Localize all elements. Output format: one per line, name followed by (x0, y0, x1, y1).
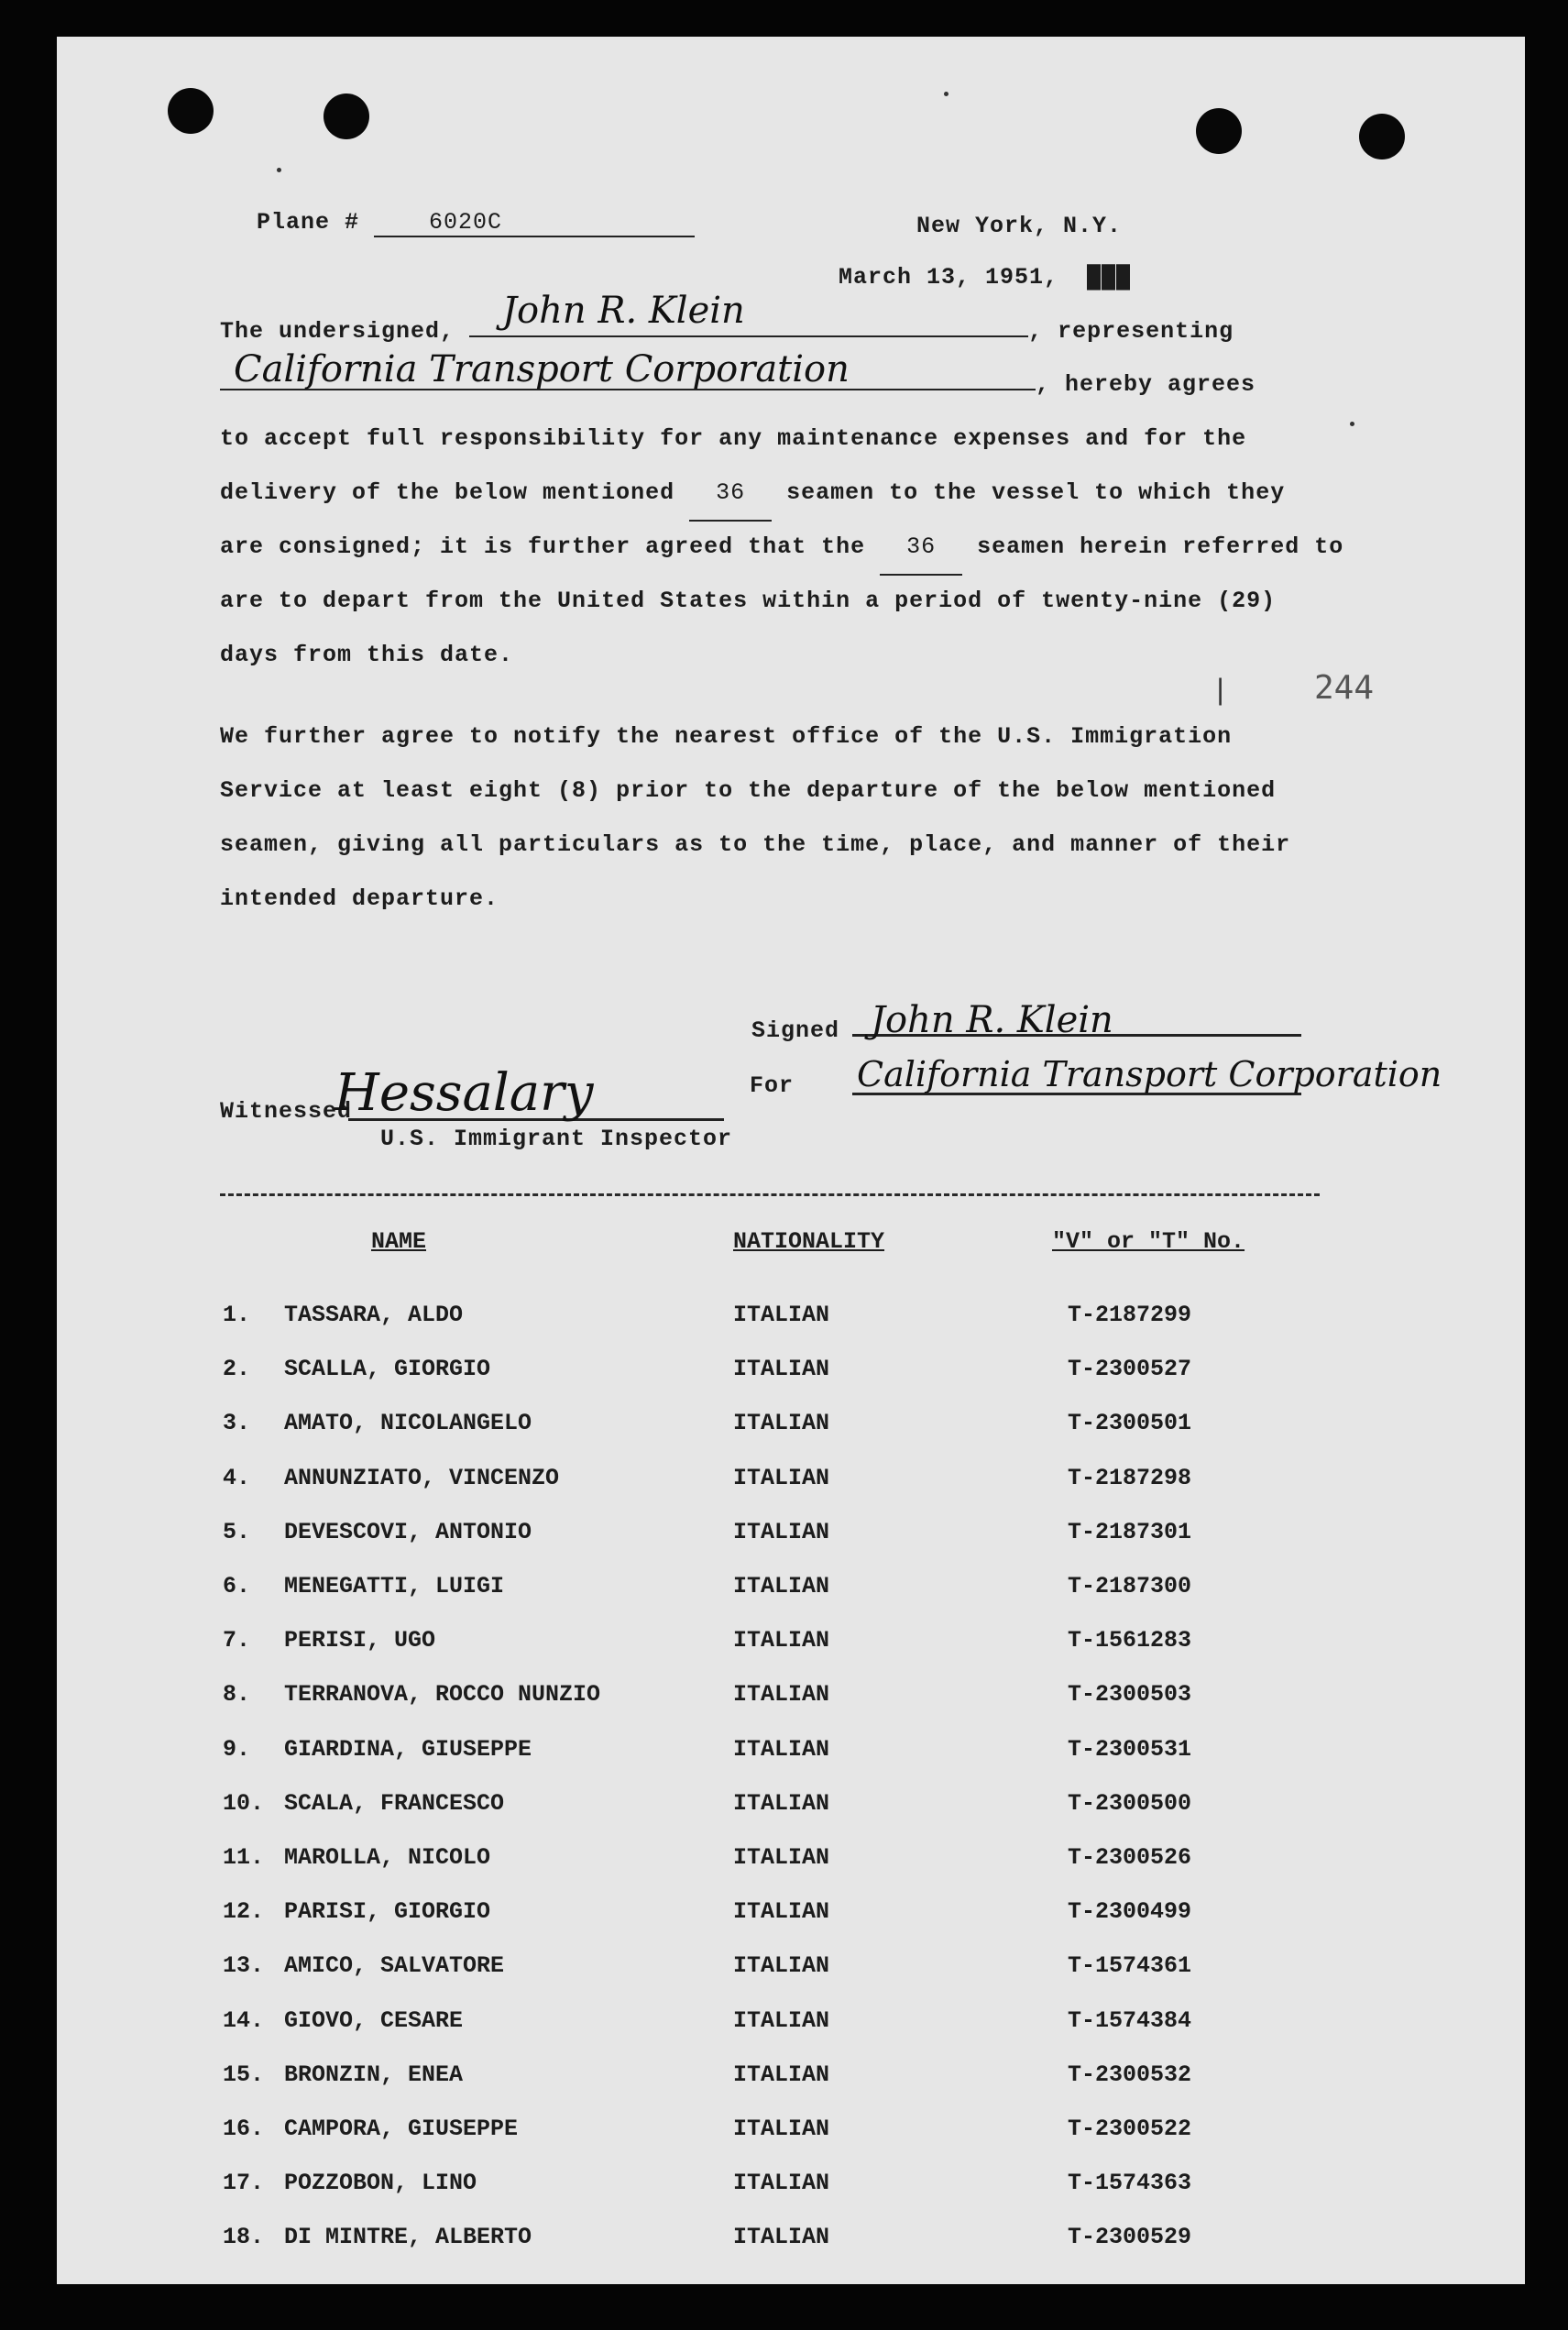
row-number: 16. (223, 2116, 265, 2142)
seaman-name: POZZOBON, LINO (284, 2170, 477, 2197)
seaman-name: SCALLA, GIORGIO (284, 1356, 491, 1383)
seaman-name: AMATO, NICOLANGELO (284, 1410, 532, 1437)
table-row (0, 1465, 1568, 1519)
table-row (0, 1790, 1568, 1844)
separator-dashes (220, 1193, 1320, 1196)
seaman-name: DEVESCOVI, ANTONIO (284, 1518, 532, 1545)
table-row (0, 1573, 1568, 1627)
document-date: March 13, 1951, (839, 264, 1059, 291)
row-number: 8. (223, 1681, 251, 1709)
seaman-id: T-2300527 (1068, 1356, 1192, 1383)
seaman-id: T-2300531 (1068, 1735, 1192, 1763)
seaman-nationality: ITALIAN (733, 1952, 830, 1980)
seaman-name: DI MINTRE, ALBERTO (284, 2224, 532, 2251)
seaman-name: TASSARA, ALDO (284, 1302, 464, 1328)
row-number: 12. (223, 1898, 265, 1926)
seaman-id: T-1561283 (1068, 1627, 1192, 1654)
agreement-line-1: The undersigned, , representing (220, 318, 1234, 345)
seaman-id: T-2300503 (1068, 1681, 1192, 1709)
seaman-id: T-1574384 (1068, 2006, 1192, 2034)
location: New York, N.Y. (916, 213, 1123, 239)
seaman-nationality: ITALIAN (733, 1898, 830, 1926)
seaman-nationality: ITALIAN (733, 1410, 830, 1437)
plane-number: 6020C (374, 209, 695, 237)
row-number: 3. (223, 1410, 251, 1437)
seaman-nationality: ITALIAN (733, 1518, 830, 1545)
seaman-name: GIARDINA, GIUSEPPE (284, 1735, 532, 1763)
punch-hole (1196, 108, 1242, 154)
witness-title: U.S. Immigrant Inspector (380, 1126, 733, 1152)
seaman-name: SCALA, FRANCESCO (284, 1789, 505, 1817)
table-row (0, 1356, 1568, 1410)
table-row (0, 1736, 1568, 1790)
table-row (0, 2116, 1568, 2170)
column-header-name: NAME (371, 1228, 427, 1255)
witness-label: Witnessed (220, 1098, 353, 1125)
seaman-nationality: ITALIAN (733, 1681, 830, 1709)
table-row (0, 1302, 1568, 1356)
speck (1350, 422, 1354, 426)
row-number: 17. (223, 2170, 265, 2197)
punch-hole (1359, 114, 1405, 159)
seaman-id: T-2300532 (1068, 2061, 1192, 2088)
notification-line-1: We further agree to notify the nearest office of the U.S. Immigration (220, 723, 1233, 750)
agreement-line-3: to accept full responsibility for any maintenance expenses and for the (220, 425, 1247, 452)
notification-line-2: Service at least eight (8) prior to the departure of the below mentioned (220, 777, 1277, 804)
row-number: 14. (223, 2006, 265, 2034)
table-row (0, 1681, 1568, 1735)
punch-hole (168, 88, 214, 134)
signer-name-handwritten: John R. Klein (502, 290, 745, 332)
seaman-id: T-1574363 (1068, 2170, 1192, 2197)
row-number: 1. (223, 1302, 251, 1328)
seaman-id: T-2187298 (1068, 1464, 1192, 1491)
row-number: 13. (223, 1952, 265, 1980)
notification-line-3: seamen, giving all particulars as to the time, place, and manner of their (220, 831, 1291, 858)
seaman-name: AMICO, SALVATORE (284, 1952, 505, 1980)
agreement-line-5: are consigned; it is further agreed that the 36 seamen herein referred to (220, 520, 1343, 576)
table-row (0, 1898, 1568, 1952)
seaman-id: T-2187301 (1068, 1518, 1192, 1545)
seaman-nationality: ITALIAN (733, 1789, 830, 1817)
seaman-nationality: ITALIAN (733, 2170, 830, 2197)
seaman-name: PERISI, UGO (284, 1627, 436, 1654)
row-number: 18. (223, 2224, 265, 2251)
seaman-id: T-2300526 (1068, 1844, 1192, 1871)
seaman-id: T-1574361 (1068, 1952, 1192, 1980)
seaman-name: ANNUNZIATO, VINCENZO (284, 1464, 560, 1491)
seamen-count-2: 36 (880, 520, 962, 576)
row-number: 9. (223, 1735, 251, 1763)
seaman-id: T-2300501 (1068, 1410, 1192, 1437)
seaman-nationality: ITALIAN (733, 2224, 830, 2251)
date-strike: ███ (1087, 264, 1132, 291)
seaman-name: MAROLLA, NICOLO (284, 1844, 491, 1871)
column-header-number: "V" or "T" No. (1052, 1228, 1245, 1255)
seaman-nationality: ITALIAN (733, 1573, 830, 1599)
speck (277, 168, 281, 172)
row-number: 2. (223, 1356, 251, 1383)
seaman-nationality: ITALIAN (733, 1302, 830, 1328)
agreement-line-6: are to depart from the United States within a period of twenty-nine (29) (220, 588, 1277, 614)
margin-number: 244 (1314, 669, 1375, 707)
table-row (0, 1410, 1568, 1464)
seaman-nationality: ITALIAN (733, 2116, 830, 2142)
seaman-id: T-2300522 (1068, 2116, 1192, 2142)
seaman-id: T-2300529 (1068, 2224, 1192, 2251)
seaman-nationality: ITALIAN (733, 2061, 830, 2088)
seaman-nationality: ITALIAN (733, 1735, 830, 1763)
table-row (0, 2061, 1568, 2116)
witness-signature-handwritten: Hessalary (334, 1063, 594, 1123)
seaman-nationality: ITALIAN (733, 2006, 830, 2034)
speck (944, 92, 948, 96)
punch-hole (323, 93, 369, 139)
row-number: 15. (223, 2061, 265, 2088)
row-number: 4. (223, 1464, 251, 1491)
seaman-nationality: ITALIAN (733, 1356, 830, 1383)
seaman-nationality: ITALIAN (733, 1627, 830, 1654)
table-row (0, 2224, 1568, 2278)
seaman-id: T-2187299 (1068, 1302, 1192, 1328)
table-row (0, 2007, 1568, 2061)
seaman-id: T-2300500 (1068, 1789, 1192, 1817)
seaman-id: T-2187300 (1068, 1573, 1192, 1599)
for-label: For (750, 1072, 795, 1099)
table-row (0, 1952, 1568, 2006)
table-row (0, 1627, 1568, 1681)
signed-label: Signed (751, 1017, 840, 1044)
row-number: 5. (223, 1518, 251, 1545)
table-row (0, 1844, 1568, 1898)
row-number: 7. (223, 1627, 251, 1654)
margin-tick: | (1212, 675, 1230, 709)
seaman-id: T-2300499 (1068, 1898, 1192, 1926)
notification-line-4: intended departure. (220, 885, 499, 912)
row-number: 10. (223, 1789, 265, 1817)
column-header-nationality: NATIONALITY (733, 1228, 885, 1255)
row-number: 6. (223, 1573, 251, 1599)
table-row (0, 1519, 1568, 1573)
agreement-line-7: days from this date. (220, 642, 514, 668)
seaman-name: BRONZIN, ENEA (284, 2061, 464, 2088)
seaman-name: GIOVO, CESARE (284, 2006, 464, 2034)
signed-name-handwritten: John R. Klein (871, 999, 1113, 1041)
seaman-name: MENEGATTI, LUIGI (284, 1573, 505, 1599)
seaman-nationality: ITALIAN (733, 1464, 830, 1491)
seaman-name: TERRANOVA, ROCCO NUNZIO (284, 1681, 601, 1709)
agreement-line-4: delivery of the below mentioned 36 seamen to the vessel to which they (220, 466, 1285, 522)
seaman-nationality: ITALIAN (733, 1844, 830, 1871)
plane-label: Plane # 6020C (257, 209, 695, 237)
table-row (0, 2170, 1568, 2224)
agreement-line-2: , hereby agrees (220, 357, 1255, 412)
company-handwritten: California Transport Corporation (234, 348, 850, 390)
for-company-handwritten: California Transport Corporation (857, 1054, 1442, 1094)
seamen-count: 36 (689, 466, 772, 522)
row-number: 11. (223, 1844, 265, 1871)
seaman-name: PARISI, GIORGIO (284, 1898, 491, 1926)
seaman-name: CAMPORA, GIUSEPPE (284, 2116, 519, 2142)
